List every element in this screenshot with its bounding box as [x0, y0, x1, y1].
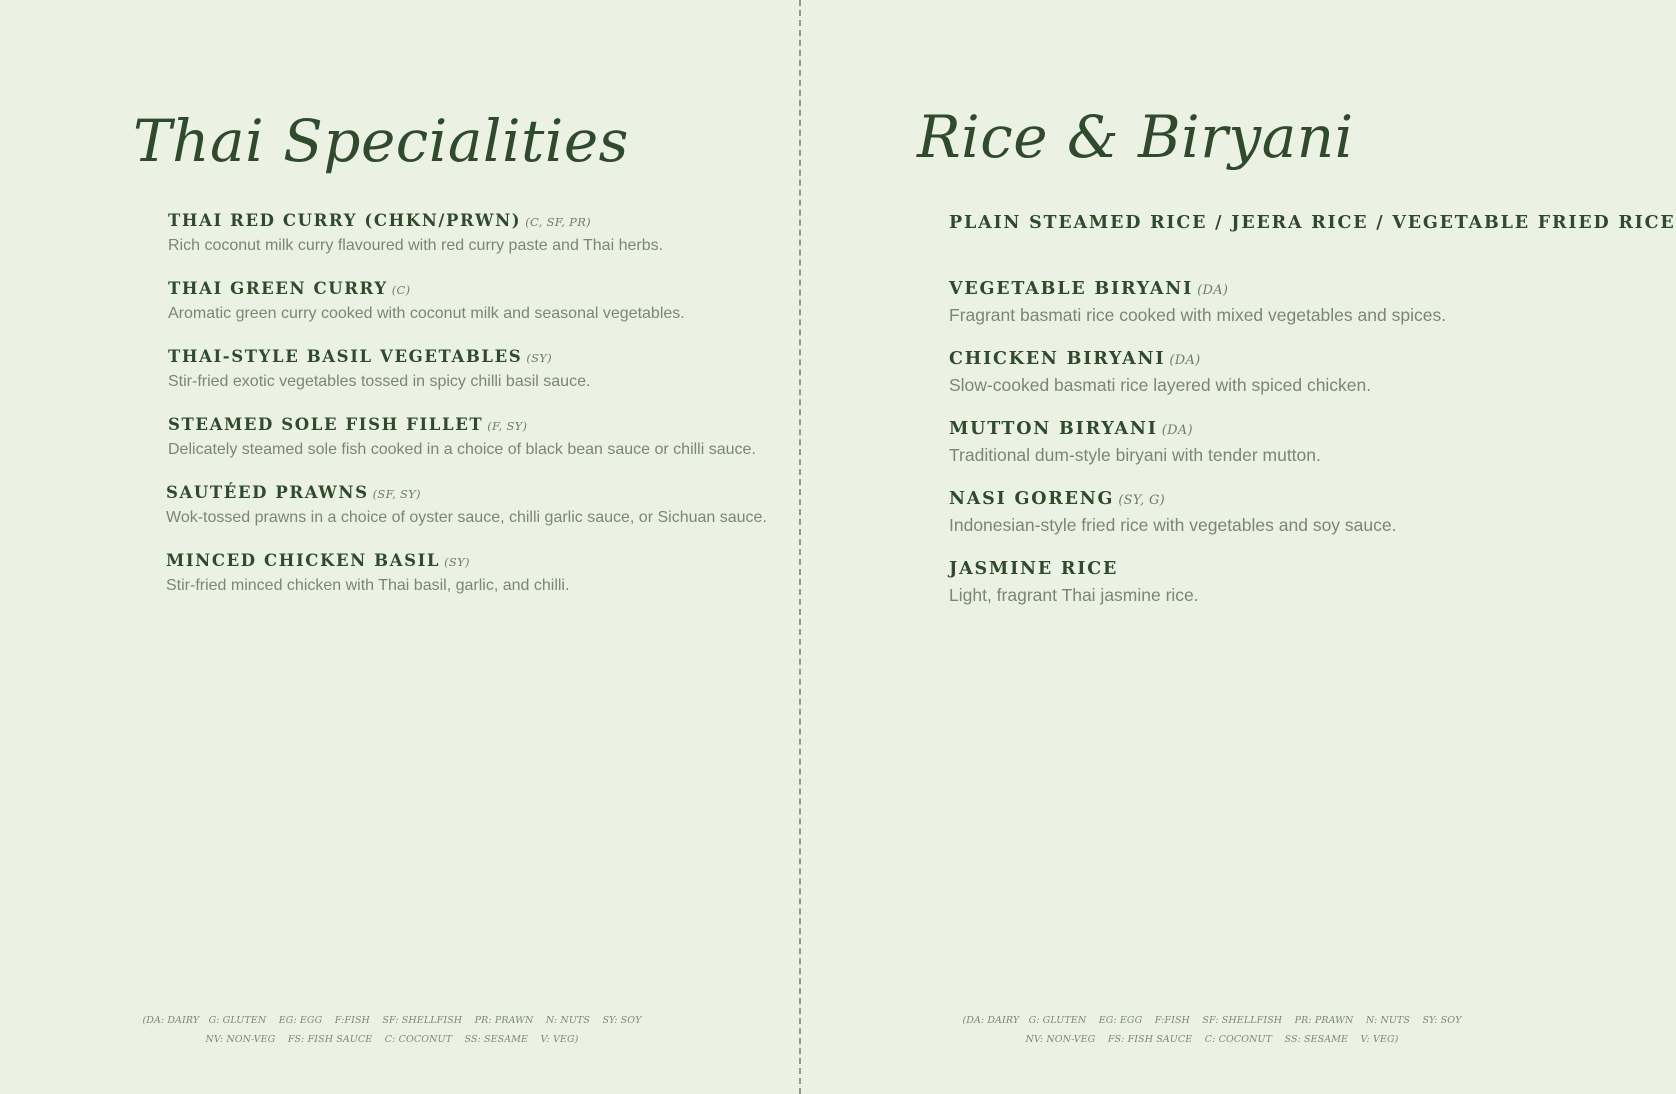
item-description: Light, fragrant Thai jasmine rice.	[949, 585, 1199, 605]
item-description: Aromatic green curry cooked with coconut milk and seasonal vegetables.	[168, 305, 685, 322]
menu-item	[168, 278, 793, 346]
item-name: STEAMED SOLE FISH FILLET	[168, 415, 484, 434]
allergen-tags: (C, SF, PR)	[525, 215, 591, 229]
section-title: Thai Specialities	[133, 107, 629, 175]
section-title: Rice & Biryani	[917, 103, 1354, 171]
allergen-tags: (SY, G)	[1118, 493, 1166, 508]
item-name: CHICKEN BIRYANI	[949, 349, 1166, 369]
legend-line: (DA: DAIRY G: GLUTEN EG: EGG F:FISH SF: SHELLFISH PR: PRAWN N: NUTS SY: SOY	[142, 1015, 642, 1026]
item-name: MUTTON BIRYANI	[949, 419, 1158, 439]
allergen-tags: (DA)	[1161, 423, 1193, 438]
item-name: THAI-STYLE BASIL VEGETABLES	[168, 347, 523, 366]
item-description: Rich coconut milk curry flavoured with red curry paste and Thai herbs.	[168, 237, 664, 254]
allergen-tags: (SY)	[444, 555, 470, 569]
item-name: THAI RED CURRY (CHKN/PRWN)	[168, 211, 522, 230]
menu-item	[949, 558, 1569, 628]
item-description: Stir-fried minced chicken with Thai basil, garlic, and chilli.	[166, 577, 570, 594]
allergen-tags: (SY)	[526, 351, 552, 365]
menu-item	[949, 418, 1569, 488]
item-description: Fragrant basmati rice cooked with mixed vegetables and spices.	[949, 305, 1447, 325]
item-description: Slow-cooked basmati rice layered with spiced chicken.	[949, 375, 1372, 395]
item-name: THAI GREEN CURRY	[168, 279, 388, 298]
item-name: SAUTÉED PRAWNS	[166, 483, 369, 502]
menu-item	[166, 482, 793, 550]
item-name: PLAIN STEAMED RICE / JEERA RICE / VEGETABLE FRIED RICE	[949, 213, 1676, 233]
menu-item	[949, 212, 1676, 278]
menu-item	[949, 348, 1569, 418]
legend-line: NV: NON-VEG FS: FISH SAUCE C: COCONUT SS: SESAME V: VEG)	[1025, 1034, 1399, 1045]
allergen-tags: (DA)	[1169, 353, 1201, 368]
allergen-tags: (F, SY)	[487, 419, 528, 433]
right-menu-page	[800, 0, 1676, 1094]
menu-item	[166, 550, 793, 618]
legend-line: NV: NON-VEG FS: FISH SAUCE C: COCONUT SS: SESAME V: VEG)	[205, 1034, 579, 1045]
menu-item-list	[168, 210, 793, 618]
item-description: Stir-fried exotic vegetables tossed in spicy chilli basil sauce.	[168, 373, 591, 390]
menu-item	[168, 414, 793, 482]
item-description: Traditional dum-style biryani with tender mutton.	[949, 445, 1321, 465]
item-description: Wok-tossed prawns in a choice of oyster sauce, chilli garlic sauce, or Sichuan sauce.	[166, 509, 767, 526]
legend-line: (DA: DAIRY G: GLUTEN EG: EGG F:FISH SF: SHELLFISH PR: PRAWN N: NUTS SY: SOY	[962, 1015, 1462, 1026]
allergen-legend	[812, 1011, 1612, 1049]
menu-item	[949, 278, 1569, 348]
allergen-tags: (SF, SY)	[372, 487, 421, 501]
item-description: Delicately steamed sole fish cooked in a choice of black bean sauce or chilli sauce.	[168, 441, 756, 458]
menu-item-list	[949, 212, 1676, 628]
menu-item	[168, 210, 793, 278]
item-description: Indonesian-style fried rice with vegetables and soy sauce.	[949, 515, 1397, 535]
allergen-tags: (DA)	[1197, 283, 1229, 298]
allergen-tags: (C)	[391, 283, 411, 297]
left-menu-page	[0, 0, 800, 1094]
allergen-legend	[0, 1011, 792, 1049]
item-name: MINCED CHICKEN BASIL	[166, 551, 441, 570]
item-name: JASMINE RICE	[949, 559, 1119, 579]
menu-item	[168, 346, 793, 414]
item-name: VEGETABLE BIRYANI	[949, 279, 1194, 299]
item-name: NASI GORENG	[949, 489, 1115, 509]
menu-item	[949, 488, 1569, 558]
